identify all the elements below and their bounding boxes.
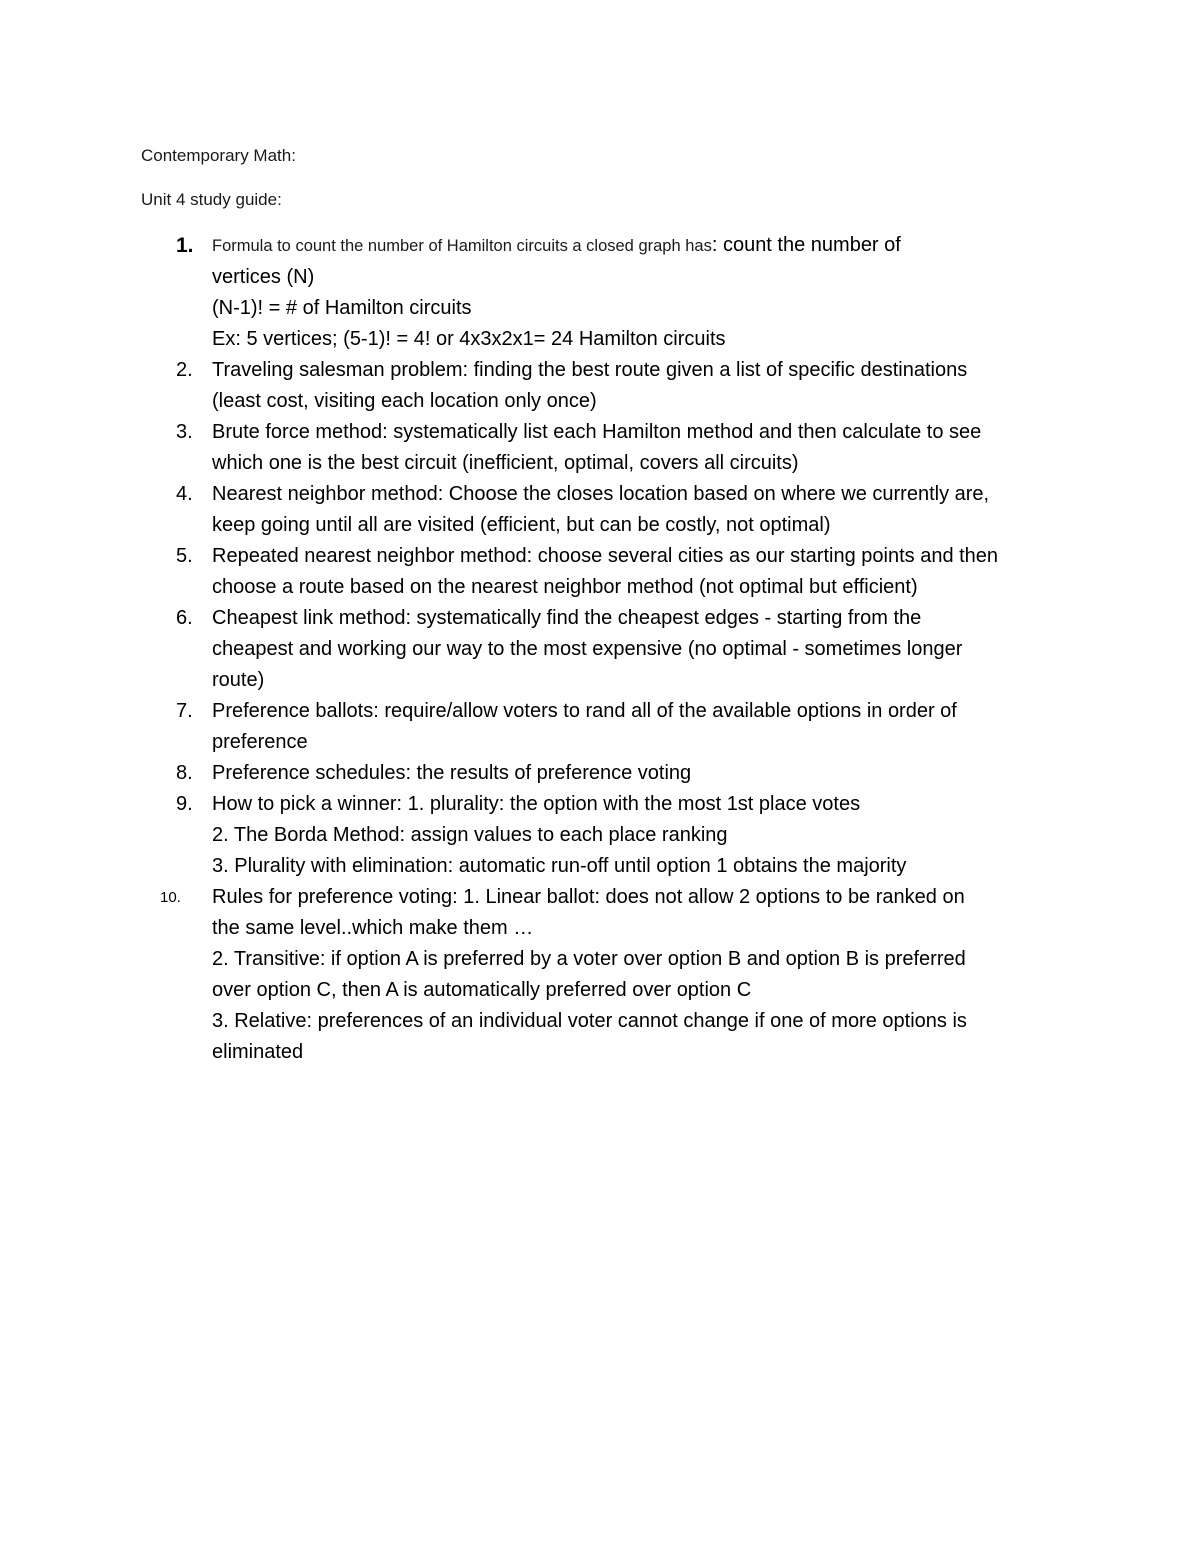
list-line: vertices (N) <box>212 266 315 288</box>
list-line: eliminated <box>212 1041 304 1063</box>
list-number: 3. <box>176 421 193 443</box>
list-line: the same level..which make them … <box>212 917 534 939</box>
list-number: 2. <box>176 359 193 381</box>
list-line: 3. Relative: preferences of an individual voter cannot change if one of more options is <box>212 1010 967 1032</box>
list-line: Cheapest link method: systematically find the cheapest edges - starting from the <box>212 607 922 629</box>
list-line <box>212 230 1078 262</box>
list-line: Preference schedules: the results of preference voting <box>212 762 692 784</box>
list-line: Nearest neighbor method: Choose the closes location based on where we currently are, <box>212 483 990 505</box>
list-line-rest: : count the number of <box>711 234 901 256</box>
list-number: 9. <box>176 793 193 815</box>
list-line: Ex: 5 vertices; (5-1)! = 4! or 4x3x2x1= 24 Hamilton circuits <box>212 328 726 350</box>
list-line: preference <box>212 731 308 753</box>
list-item-2 <box>158 355 1078 417</box>
list-line: (N-1)! = # of Hamilton circuits <box>212 297 472 319</box>
list-number: 4. <box>176 483 193 505</box>
list-number: 10. <box>160 889 181 906</box>
list-line: (least cost, visiting each location only once) <box>212 390 597 412</box>
list-line: 3. Plurality with elimination: automatic run-off until option 1 obtains the majority <box>212 855 907 877</box>
list-line: Brute force method: systematically list each Hamilton method and then calculate to see <box>212 421 982 443</box>
list-item-4 <box>158 479 1078 541</box>
list-number: 6. <box>176 607 193 629</box>
list-number: 1. <box>176 234 194 257</box>
list-item-8 <box>158 758 1078 789</box>
list-line: Repeated nearest neighbor method: choose several cities as our starting points and then <box>212 545 999 567</box>
list-line: 2. The Borda Method: assign values to each place ranking <box>212 824 728 846</box>
list-line: which one is the best circuit (inefficient, optimal, covers all circuits) <box>212 452 799 474</box>
list-item-3 <box>158 417 1078 479</box>
list-line: Rules for preference voting: 1. Linear ballot: does not allow 2 options to be ranked on <box>212 886 965 908</box>
list-line: How to pick a winner: 1. plurality: the option with the most 1st place votes <box>212 793 861 815</box>
list-line: cheapest and working our way to the most expensive (no optimal - sometimes longer <box>212 638 963 660</box>
list-line: Traveling salesman problem: finding the best route given a list of specific destinations <box>212 359 968 381</box>
list-item-6 <box>158 603 1078 696</box>
list-item-5 <box>158 541 1078 603</box>
list-number: 8. <box>176 762 193 784</box>
list-line: route) <box>212 669 265 691</box>
document-title: Contemporary Math: <box>141 146 296 165</box>
study-guide-list <box>158 230 1078 1068</box>
list-item-1 <box>158 230 1078 355</box>
list-line: over option C, then A is automatically preferred over option C <box>212 979 752 1001</box>
list-line-small: Formula to count the number of Hamilton circuits a closed graph has <box>212 237 712 255</box>
document-subtitle: Unit 4 study guide: <box>141 190 282 209</box>
list-item-9 <box>158 789 1078 882</box>
list-line: choose a route based on the nearest neighbor method (not optimal but efficient) <box>212 576 918 598</box>
list-item-10 <box>158 882 1078 1068</box>
list-item-7 <box>158 696 1078 758</box>
list-line: keep going until all are visited (efficient, but can be costly, not optimal) <box>212 514 831 536</box>
list-number: 7. <box>176 700 193 722</box>
list-line: 2. Transitive: if option A is preferred by a voter over option B and option B is preferred <box>212 948 966 970</box>
list-number: 5. <box>176 545 193 567</box>
list-line: Preference ballots: require/allow voters to rand all of the available options in order of <box>212 700 957 722</box>
